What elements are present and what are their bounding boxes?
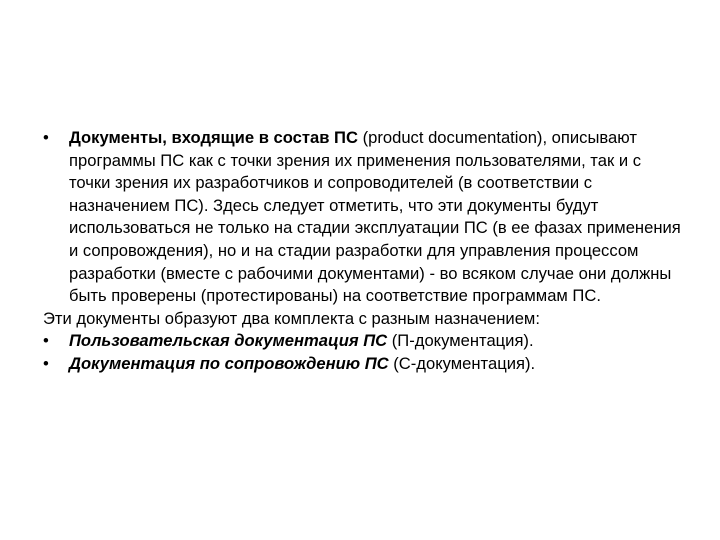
bullet-icon: • [43, 353, 49, 373]
intro-line: Эти документы образуют два комплекта с разным назначением: [43, 308, 540, 328]
bullet-paragraph-documents [43, 127, 683, 308]
paragraph-body-text: (product documentation), описывают программы ПС как с точки зрения их применения пользователями, так и с точки зрения их разработчиков и сопроводителей (в соответствии с назначением ПС). Здесь следует отметить, что эти документы будут использоваться не только на стадии эксплуатации ПС (в ее фазах применения и сопровождения), но и на стадии разработки для управления процессом разработки (вместе с рабочими документами) - во всяком случае они должны быть проверены (протестированы) на соответствие программам ПС. [69, 128, 681, 306]
bold-lead-text: Документы, входящие в состав ПС [69, 128, 358, 147]
bullet-icon: • [43, 331, 49, 351]
item-emphasis-text: Пользовательская документация ПС [69, 331, 388, 351]
item-rest-text: (С-документация). [388, 353, 536, 373]
bullet-item-user-docs [43, 330, 683, 353]
bullet-icon: • [43, 128, 49, 147]
item-rest-text: (П-документация). [387, 331, 534, 351]
slide-body [43, 127, 683, 376]
bullet-item-maintenance-docs [43, 353, 683, 376]
item-emphasis-text: Документация по сопровождению ПС [69, 353, 389, 373]
